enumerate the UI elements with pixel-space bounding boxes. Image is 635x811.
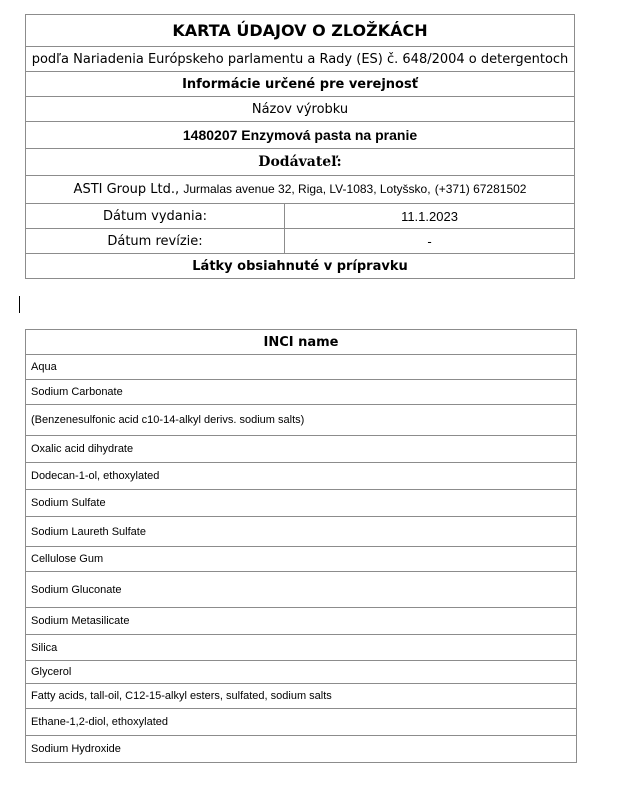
table-row: Sodium Laureth Sulfate	[26, 517, 577, 547]
supplier-name: ASTI Group Ltd.,	[73, 182, 180, 197]
regulation-line: podľa Nariadenia Európskeho parlamentu a Rady (ES) č. 648/2004 o detergentoch	[26, 47, 575, 72]
table-row: Glycerol	[26, 661, 577, 684]
product-name: 1480207 Enzymová pasta na pranie	[26, 122, 575, 149]
public-info-heading: Informácie určené pre verejnosť	[26, 72, 575, 97]
table-row: Ethane-1,2-diol, ethoxylated	[26, 709, 577, 736]
issue-date-label: Dátum vydania:	[26, 204, 285, 229]
substances-heading: Látky obsiahnuté v prípravku	[26, 254, 575, 279]
table-row: Sodium Metasilicate	[26, 608, 577, 635]
product-name-label: Názov výrobku	[26, 97, 575, 122]
table-row: Sodium Sulfate	[26, 490, 577, 517]
revision-date-label: Dátum revízie:	[26, 229, 285, 254]
table-row: (Benzenesulfonic acid c10-14-alkyl derivs. sodium salts)	[26, 405, 577, 436]
table-row: Aqua	[26, 355, 577, 380]
table-row: Sodium Hydroxide	[26, 736, 577, 763]
issue-date-value: 11.1.2023	[285, 204, 575, 229]
table-row: Sodium Gluconate	[26, 572, 577, 608]
revision-date-value: -	[285, 229, 575, 254]
table-row: Silica	[26, 635, 577, 661]
text-cursor[interactable]	[19, 296, 20, 313]
inci-table	[25, 329, 577, 763]
table-row: Dodecan-1-ol, ethoxylated	[26, 463, 577, 490]
table-row: Cellulose Gum	[26, 547, 577, 572]
supplier-label: Dodávateľ:	[26, 149, 575, 176]
inci-header: INCI name	[26, 330, 577, 355]
supplier-address: Jurmalas avenue 32, Riga, LV-1083, Lotyšsko,	[183, 182, 431, 196]
sheet-title: KARTA ÚDAJOV O ZLOŽKÁCH	[26, 15, 575, 47]
supplier-info	[26, 176, 575, 204]
table-row: Oxalic acid dihydrate	[26, 436, 577, 463]
table-row: Sodium Carbonate	[26, 380, 577, 405]
supplier-phone: (+371) 67281502	[434, 182, 527, 196]
info-sheet-table	[25, 14, 575, 279]
table-row: Fatty acids, tall-oil, C12-15-alkyl esters, sulfated, sodium salts	[26, 684, 577, 709]
